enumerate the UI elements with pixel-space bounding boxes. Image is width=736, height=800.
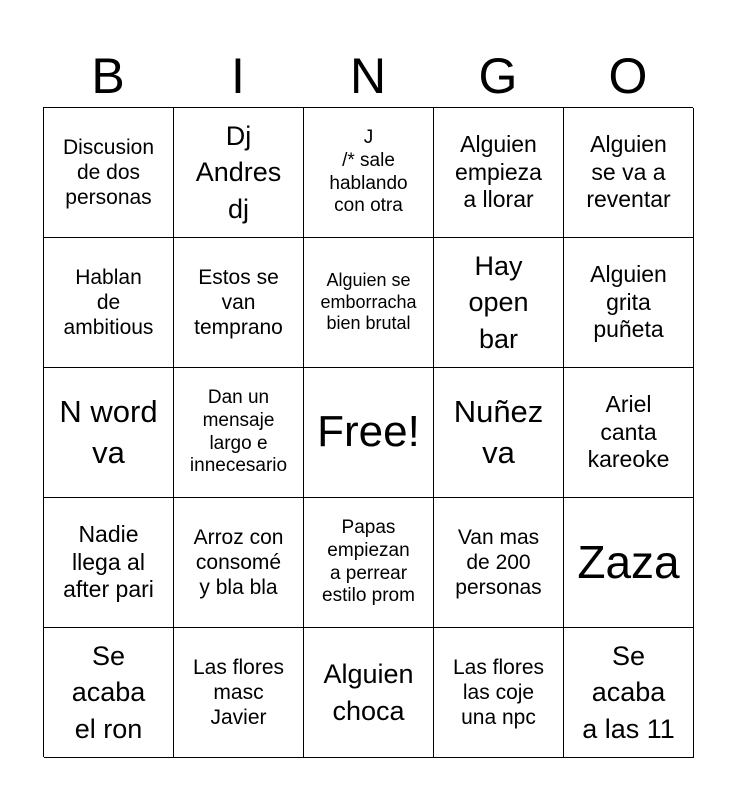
bingo-cell[interactable]: Alguien empieza a llorar xyxy=(434,108,564,238)
bingo-cell[interactable]: Ariel canta kareoke xyxy=(564,368,694,498)
bingo-cell[interactable]: Alguien choca xyxy=(304,628,434,758)
bingo-board xyxy=(43,107,693,757)
bingo-cell[interactable]: Alguien se emborracha bien brutal xyxy=(304,238,434,368)
bingo-cell[interactable]: Arroz con consomé y bla bla xyxy=(174,498,304,628)
header-letter-g: G xyxy=(478,48,518,104)
bingo-cell[interactable]: Discusion de dos personas xyxy=(44,108,174,238)
bingo-cell[interactable]: Papas empiezan a perrear estilo prom xyxy=(304,498,434,628)
header-letter-n: N xyxy=(349,48,387,104)
bingo-cell[interactable]: Se acaba el ron xyxy=(44,628,174,758)
bingo-cell[interactable]: Alguien se va a reventar xyxy=(564,108,694,238)
bingo-cell[interactable]: Hablan de ambitious xyxy=(44,238,174,368)
bingo-cell[interactable]: Se acaba a las 11 xyxy=(564,628,694,758)
bingo-cell[interactable]: N word va xyxy=(44,368,174,498)
bingo-cell[interactable]: Las flores las coje una npc xyxy=(434,628,564,758)
bingo-cell[interactable]: J /* sale hablando con otra xyxy=(304,108,434,238)
bingo-cell[interactable]: Van mas de 200 personas xyxy=(434,498,564,628)
header-letter-i: I xyxy=(231,48,245,104)
bingo-cell[interactable]: Las flores masc Javier xyxy=(174,628,304,758)
bingo-header xyxy=(43,46,693,106)
header-letter-b: B xyxy=(91,48,125,104)
header-letter-o: O xyxy=(608,48,648,104)
bingo-cell[interactable]: Nuñez va xyxy=(434,368,564,498)
free-space[interactable]: Free! xyxy=(304,368,434,498)
bingo-cell[interactable]: Nadie llega al after pari xyxy=(44,498,174,628)
bingo-cell[interactable]: Alguien grita puñeta xyxy=(564,238,694,368)
bingo-cell[interactable]: Estos se van temprano xyxy=(174,238,304,368)
bingo-cell[interactable]: Zaza xyxy=(564,498,694,628)
bingo-cell[interactable]: Hay open bar xyxy=(434,238,564,368)
bingo-cell[interactable]: Dj Andres dj xyxy=(174,108,304,238)
bingo-cell[interactable]: Dan un mensaje largo e innecesario xyxy=(174,368,304,498)
